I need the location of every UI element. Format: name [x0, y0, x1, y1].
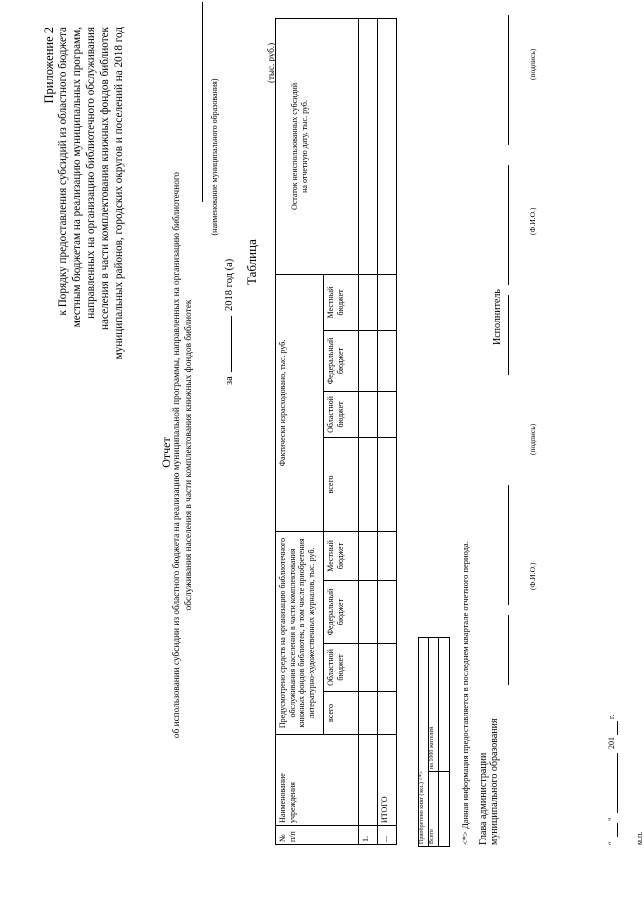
signature-block — [478, 0, 538, 845]
books-per-1000-label: на 1000 жителей — [429, 638, 439, 772]
executor-fio-line — [508, 165, 509, 285]
sub-local-planned: Местный бюджет — [324, 531, 359, 580]
col-spent-header: Фактически израсходовано, тыс. руб. — [276, 274, 324, 531]
report-subtitle-line: об использовании субсидии из областного бюджета на реализацию муниципальной программы, направленных на организацию библиотечного — [172, 171, 182, 739]
date-month-line — [617, 753, 618, 813]
date-year-line — [617, 721, 618, 735]
sub-federal-spent: Федеральный бюджет — [324, 330, 359, 391]
appendix-line: направленных на организацию библиотечного обслуживания — [85, 27, 97, 319]
period-prefix: за — [224, 376, 235, 385]
appendix-line: к Порядку предоставления субсидий из областного бюджета — [57, 27, 69, 316]
head-signature-line-2 — [508, 295, 509, 375]
head-signature-line — [508, 615, 509, 685]
date-open-quote: “ — [607, 841, 616, 845]
sub-regional-spent: Областной бюджет — [324, 391, 359, 437]
table-caption: Таблица — [244, 239, 259, 285]
date-year: 201 — [607, 737, 616, 749]
report-title: Отчет — [159, 437, 173, 468]
books-total-label: Всего — [429, 772, 439, 847]
row-number: ... — [378, 826, 397, 845]
appendix-line: населения в части комплектования книжных фондов библиотек — [99, 27, 111, 330]
books-header: Приобретено книг (экз.) <*> — [419, 638, 429, 847]
col-name-header: Наименование учреждения — [276, 735, 359, 826]
sub-total-planned: всего — [324, 692, 359, 735]
sub-local-spent: Местный бюджет — [324, 274, 359, 330]
executor-fio-caption: (Ф.И.О.) — [528, 207, 537, 235]
executor-label: Исполнитель — [492, 289, 503, 345]
table-units: (тыс. руб.) — [266, 42, 276, 83]
report-period — [223, 259, 235, 385]
books-acquired-table — [418, 637, 450, 847]
head-title-line: муниципального образования — [489, 718, 500, 845]
row-number: 1. — [359, 826, 378, 845]
col-number-header: № п/п — [276, 826, 359, 845]
head-title-line: Глава администрации — [478, 752, 489, 845]
col-remainder-header: Остаток неиспользованных субсидий на отчетную дату, тыс. руб. — [276, 18, 359, 274]
col-planned-header: Предусмотрено средств на организацию библиотечного обслуживания населения в части комплектования книжных фондов библиотек, в том числе приобретения литературно-художественных журналов, тыс. руб. — [276, 531, 324, 734]
itogo-label: ИТОГО — [378, 735, 397, 826]
table-row — [359, 18, 378, 844]
sub-federal-planned: Федеральный бюджет — [324, 581, 359, 644]
head-title — [478, 718, 500, 845]
head-fio-caption: (Ф.И.О.) — [528, 562, 537, 590]
period-blank-line — [223, 316, 232, 372]
date-close-quote: ” — [607, 817, 616, 821]
municipality-caption: (наименование муниципального образования) — [210, 78, 219, 236]
period-suffix: 2018 год (а) — [224, 258, 235, 311]
appendix-header — [42, 27, 126, 425]
table-row — [378, 18, 397, 844]
head-signature-caption: (подпись) — [528, 423, 537, 455]
sub-regional-planned: Областной бюджет — [324, 644, 359, 692]
table-header-row — [276, 18, 324, 844]
report-subtitle — [172, 155, 195, 755]
executor-signature-line — [508, 15, 509, 145]
report-subtitle-line: обслуживания населения в части комплектования книжных фондов библиотек — [183, 299, 194, 611]
appendix-line: местным бюджетам на реализацию муниципальных программ, — [71, 27, 83, 328]
subsidy-report-table — [275, 18, 397, 845]
stamp-place-label: м.п. — [635, 831, 644, 845]
date-day-line — [617, 823, 618, 837]
appendix-line: Приложение 2 — [42, 27, 56, 104]
appendix-line: муниципальных районов, городских округов и поселений на 2018 год — [113, 27, 125, 360]
date-year-suffix: г. — [607, 714, 616, 719]
executor-signature-caption: (подпись) — [528, 48, 537, 80]
head-fio-line — [508, 485, 509, 605]
sub-total-spent: всего — [324, 437, 359, 531]
footnote: <*> Данная информация предоставляется в последнем квартале отчетного периода. — [460, 541, 470, 845]
municipality-blank-line — [202, 2, 203, 202]
